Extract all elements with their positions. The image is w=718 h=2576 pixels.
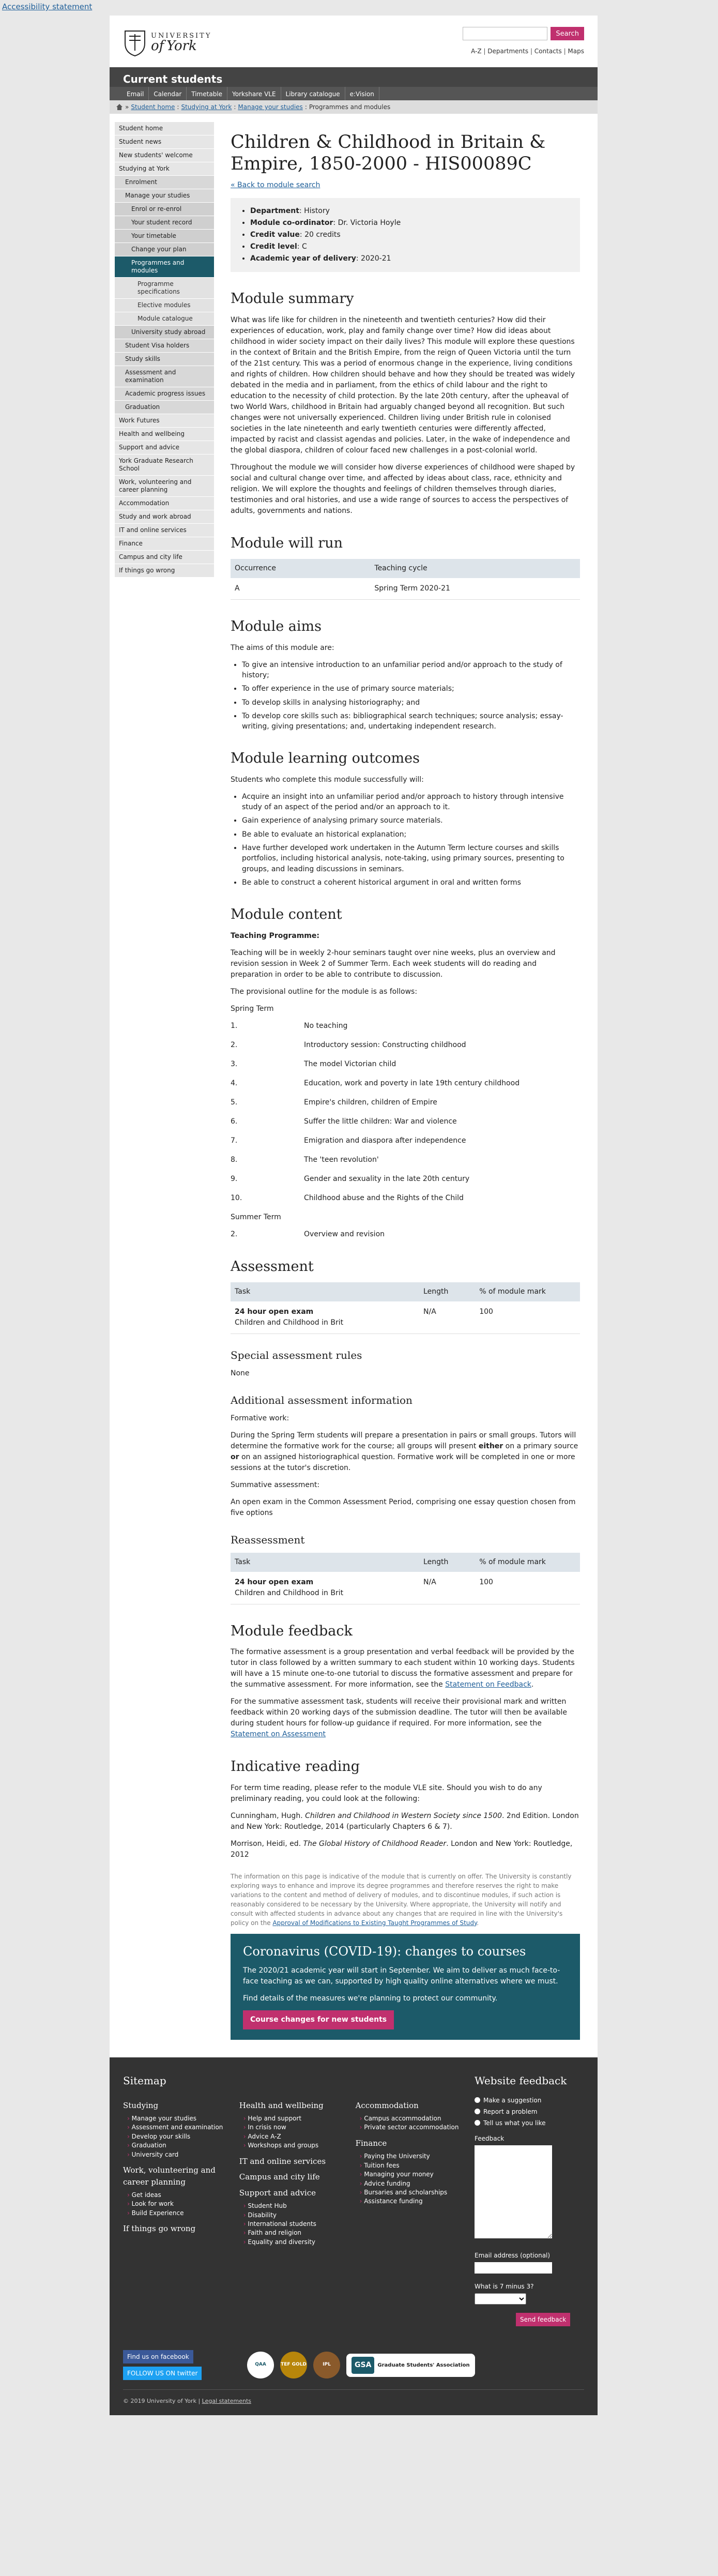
sitemap-group-heading[interactable]: IT and online services: [239, 2156, 326, 2166]
website-feedback-form: [475, 2073, 584, 2327]
list-item: • To develop skills in analysing historiography; and: [242, 698, 580, 708]
sitemap-link[interactable]: › International students: [249, 2220, 353, 2229]
table-cell: 24 hour open exam Children and Childhood in Brit: [231, 1572, 419, 1604]
spring-term-label: Spring Term: [231, 1004, 274, 1013]
covid-panel: [231, 1934, 580, 2040]
sitemap-link[interactable]: › Develop your skills: [132, 2132, 237, 2141]
additional-info-heading: Additional assessment information: [231, 1393, 413, 1406]
special-rules-heading: Special assessment rules: [231, 1348, 362, 1361]
formative-paragraph: During the Spring Term students will prepare a presentation in pairs or small groups. Tutors will determine the formative work for the course; all groups will present either on a primary source or on an assigned historiographical question. Formative work will be completed in one or more sessions at the tutor's discretion.: [231, 1431, 578, 1472]
qaa-badge: QAA: [247, 2352, 274, 2378]
sitemap-group-heading[interactable]: If things go wrong: [123, 2224, 196, 2234]
util-link-maps[interactable]: Maps: [568, 48, 584, 55]
sitemap-column: [239, 2096, 353, 2252]
util-link-az[interactable]: A-Z: [471, 48, 482, 55]
aims-heading: Module aims: [231, 618, 322, 635]
covid-paragraph: Find details of the measures we're planning to protect our community.: [243, 1994, 498, 2003]
outline-row: 5. Empire's children, children of Empire: [231, 1098, 437, 1107]
breadcrumb-separator: »: [125, 103, 129, 111]
radio-problem[interactable]: Report a problem: [475, 2107, 584, 2116]
sitemap-link[interactable]: › Tuition fees: [365, 2161, 469, 2170]
sidebar-item[interactable]: Finance: [115, 537, 214, 551]
sidebar-item[interactable]: Work Futures: [115, 414, 214, 428]
twitter-link[interactable]: FOLLOW US ON twitter: [123, 2367, 202, 2380]
sidebar-item[interactable]: Student news: [115, 135, 214, 149]
module-facts: [231, 198, 580, 272]
table-header: Task: [231, 1553, 419, 1572]
sidebar-item[interactable]: York Graduate Research School: [115, 454, 214, 476]
aims-intro: The aims of this module are:: [231, 643, 334, 652]
sitemap-link[interactable]: › Look for work: [132, 2200, 237, 2208]
sidebar-item[interactable]: Assessment and examination: [115, 366, 214, 387]
email-field[interactable]: [475, 2262, 552, 2274]
sitemap-link[interactable]: › Workshops and groups: [249, 2141, 353, 2150]
radio-suggestion[interactable]: Make a suggestion: [475, 2096, 584, 2105]
sitemap-group-heading[interactable]: Studying: [123, 2100, 159, 2110]
table-row: [231, 1301, 580, 1334]
search-button[interactable]: Search: [551, 27, 584, 40]
sidebar-item[interactable]: Work, volunteering and career planning: [115, 476, 214, 497]
fact-credit-value: • Credit value: 20 credits: [250, 229, 569, 241]
outline-row: 10. Childhood abuse and the Rights of the Child: [231, 1193, 464, 1202]
utility-links: A-Z | Departments | Contacts | Maps: [471, 48, 584, 55]
outline-intro: The provisional outline for the module is as follows:: [231, 987, 418, 996]
sidebar-item[interactable]: Student home: [115, 122, 214, 135]
crest-icon: [123, 29, 147, 57]
sidebar: [115, 122, 214, 2048]
feedback-textarea[interactable]: [475, 2145, 552, 2238]
sitemap-link[interactable]: › Equality and diversity: [249, 2238, 353, 2247]
topnav-calendar[interactable]: Calendar: [149, 87, 187, 100]
outcomes-heading: Module learning outcomes: [231, 750, 420, 767]
sidebar-item[interactable]: Change your plan: [115, 243, 214, 256]
feedback-paragraph: For the summative assessment task, students will receive their provisional mark and written feedback within 20 working days of the submission deadline. The tutor will then be available during student hours for follow-up guidance if required. For more information, see the Statement on Assessment: [231, 1698, 567, 1739]
reassessment-heading: Reassessment: [231, 1533, 305, 1546]
reading-item: Cunningham, Hugh. Children and Childhood in Western Society since 1500. 2nd Edition. London and New York: Routledge, 2014 (particularly Chapters 6 & 7).: [231, 1811, 579, 1831]
sitemap-link[interactable]: › Assistance funding: [365, 2197, 469, 2206]
modifications-policy-link[interactable]: Approval of Modifications to Existing Taught Programmes of Study: [272, 1919, 477, 1927]
outcomes-list: [231, 792, 580, 888]
table-header: % of module mark: [475, 1282, 580, 1301]
sidebar-item[interactable]: Student Visa holders: [115, 339, 214, 353]
outline-row: 2. Introductory session: Constructing childhood: [231, 1040, 466, 1049]
website-feedback-heading: Website feedback: [475, 2074, 567, 2087]
sidebar-item[interactable]: Study and work abroad: [115, 510, 214, 524]
sitemap-link[interactable]: › Disability: [249, 2211, 353, 2220]
breadcrumb-current: Programmes and modules: [309, 103, 391, 111]
sidebar-item[interactable]: Health and wellbeing: [115, 428, 214, 441]
breadcrumb-separator: :: [177, 103, 179, 111]
sitemap-link[interactable]: › Advice A-Z: [249, 2132, 353, 2141]
content-heading: Module content: [231, 906, 342, 923]
feedback-heading: Module feedback: [231, 1623, 353, 1639]
table-row: [231, 578, 580, 600]
sitemap-link[interactable]: › Assessment and examination: [132, 2123, 237, 2132]
sitemap-link[interactable]: › Get ideas: [132, 2191, 237, 2200]
sitemap-link[interactable]: › Help and support: [249, 2114, 353, 2123]
outline-row: 4. Education, work and poverty in late 19th century childhood: [231, 1079, 520, 1087]
list-item: • Have further developed work undertaken in the Autumn Term lecture courses and skills portfolios, including historical analysis, note-taking, using primary sources, presenting to groups, and leading discussions in seminars.: [242, 843, 580, 874]
sidebar-item[interactable]: Academic progress issues: [115, 387, 214, 401]
table-row: [231, 1572, 580, 1604]
sitemap-link[interactable]: › In crisis now: [249, 2123, 353, 2132]
sitemap-group-heading[interactable]: Finance: [355, 2138, 387, 2148]
logo-wordmark: [151, 33, 211, 54]
sidebar-item[interactable]: If things go wrong: [115, 564, 214, 578]
covid-paragraph: The 2020/21 academic year will start in September. We aim to deliver as much face-to-face teaching as we can, supported by high quality online alternatives where we must.: [243, 1966, 560, 1986]
outline-row: 9. Gender and sexuality in the late 20th century: [231, 1174, 470, 1183]
tef-gold-badge: TEF GOLD: [280, 2352, 307, 2378]
masthead: [110, 16, 598, 67]
page-title: Children & Childhood in Britain & Empire, 1850-2000 - HIS00089C: [231, 132, 546, 174]
table-cell: N/A: [419, 1572, 475, 1604]
sidebar-item[interactable]: Your timetable: [115, 230, 214, 243]
logo-main-text: York: [166, 38, 197, 54]
sidebar-item[interactable]: University study abroad: [115, 326, 214, 339]
outline-row: 1. No teaching: [231, 1021, 348, 1030]
will-run-table: [231, 559, 580, 600]
aims-list: [231, 660, 580, 732]
logo-top-text: UNIVERSITY: [151, 32, 212, 40]
sitemap-group-heading[interactable]: Support and advice: [239, 2188, 316, 2198]
list-item: • Be able to construct a coherent historical argument in oral and written forms: [242, 877, 580, 888]
sitemap-link[interactable]: › Manage your studies: [132, 2114, 237, 2123]
sitemap-group-heading[interactable]: Work, volunteering and career planning: [123, 2165, 216, 2187]
assessment-table: [231, 1282, 580, 1334]
table-header: Length: [419, 1553, 475, 1572]
logo-of-text: of: [151, 38, 164, 54]
sidebar-item[interactable]: Your student record: [115, 216, 214, 230]
sidebar-item[interactable]: Module catalogue: [115, 312, 214, 326]
util-link-contacts[interactable]: Contacts: [534, 48, 562, 55]
course-changes-button[interactable]: Course changes for new students: [243, 2010, 394, 2029]
summative-paragraph: An open exam in the Common Assessment Period, comprising one essay question chosen from five options: [231, 1497, 576, 1517]
table-cell: A: [231, 578, 370, 600]
outline-list: [231, 1021, 580, 1204]
list-item: • Gain experience of analysing primary source materials.: [242, 815, 580, 826]
assessment-heading: Assessment: [231, 1258, 314, 1275]
topnav-email[interactable]: Email: [122, 87, 149, 100]
sitemap-group-heading[interactable]: Health and wellbeing: [239, 2100, 324, 2110]
sitemap-link[interactable]: › Bursaries and scholarships: [365, 2188, 469, 2197]
disclaimer: The information on this page is indicative of the module that is currently on offer. The University is constantly exploring ways to enhance and improve its degree programmes and therefore reserves the right to make variations to the content and method of delivery of modules, and to discontinue modules, if such action is reasonably considered to be necessary by the University. Where appropriate, the University will notify and consult with affected students in advance about any changes that are required in line with the University's policy on the Approval of Modifications to Existing Taught Programmes of Study.: [231, 1872, 572, 1927]
table-header: % of module mark: [475, 1553, 580, 1572]
social-row: [123, 2350, 584, 2389]
table-cell: Spring Term 2020-21: [370, 578, 580, 600]
special-rules-text: None: [231, 1369, 250, 1377]
fact-academic-year: • Academic year of delivery: 2020-21: [250, 253, 569, 265]
fact-department: • Department: History: [250, 205, 569, 217]
table-cell: 100: [475, 1301, 580, 1334]
util-link-departments[interactable]: Departments: [487, 48, 529, 55]
summative-label: Summative assessment:: [231, 1480, 320, 1489]
legal-statements-link[interactable]: Legal statements: [202, 2398, 251, 2405]
statement-on-assessment-link[interactable]: Statement on Assessment: [231, 1730, 326, 1739]
feedback-label: Feedback: [475, 2134, 505, 2142]
breadcrumb: [110, 100, 598, 114]
outcomes-intro: Students who complete this module successfully will:: [231, 775, 424, 784]
table-header: Length: [419, 1282, 475, 1301]
formative-label: Formative work:: [231, 1414, 289, 1422]
reading-intro: For term time reading, please refer to the module VLE site. Should you wish to do any preliminary reading, you could look at the following:: [231, 1783, 542, 1803]
table-cell: 24 hour open exam Children and Childhood in Brit: [231, 1301, 419, 1334]
accessibility-statement-link[interactable]: Accessibility statement: [2, 2, 93, 11]
sitemap-group-heading[interactable]: Accommodation: [355, 2100, 419, 2110]
sitemap-link[interactable]: › Build Experience: [132, 2209, 237, 2218]
table-header: Task: [231, 1282, 419, 1301]
sitemap-column: [123, 2096, 237, 2238]
ipl-badge: IPL: [313, 2352, 340, 2378]
sidebar-item[interactable]: Programme specifications: [115, 278, 214, 299]
main-content: [214, 122, 592, 2048]
copyright-text: © 2019 University of York: [123, 2398, 196, 2405]
sitemap-link[interactable]: › University card: [132, 2150, 237, 2159]
list-item: • To give an intensive introduction to an unfamiliar period and/or approach to the study of history;: [242, 660, 580, 681]
sitemap-link[interactable]: › Advice funding: [365, 2179, 469, 2188]
teaching-paragraph: Teaching will be in weekly 2-hour seminars taught over nine weeks, plus an overview and revision session in Week 2 of Summer Term. Each week students will do reading and preparation in order to be able to contribute to discussion.: [231, 948, 556, 979]
topnav-evision[interactable]: e:Vision: [345, 87, 379, 100]
outline-row: 8. The 'teen revolution': [231, 1155, 379, 1164]
sitemap-link[interactable]: › Graduation: [132, 2141, 237, 2150]
send-feedback-button[interactable]: Send feedback: [516, 2313, 570, 2326]
outline-row: 6. Suffer the little children: War and violence: [231, 1117, 457, 1126]
sitemap-link[interactable]: › Faith and religion: [249, 2229, 353, 2237]
sitemap-link[interactable]: › Paying the University: [365, 2152, 469, 2161]
top-navigation: [110, 87, 598, 100]
sidebar-item[interactable]: New students' welcome: [115, 149, 214, 162]
content-wrap: [110, 114, 598, 2048]
outline-row: 3. The model Victorian child: [231, 1059, 396, 1068]
sidebar-item[interactable]: Manage your studies: [115, 189, 214, 203]
copyright-bar: © 2019 University of York | Legal statements: [123, 2389, 584, 2415]
reading-item: Morrison, Heidi, ed. The Global History of Childhood Reader. London and New York: Routledge, 2012: [231, 1839, 573, 1859]
table-cell: N/A: [419, 1301, 475, 1334]
reading-heading: Indicative reading: [231, 1759, 360, 1775]
search-input[interactable]: [463, 27, 547, 40]
sidebar-item[interactable]: Studying at York: [115, 162, 214, 176]
sidebar-item[interactable]: Accommodation: [115, 497, 214, 510]
email-label: Email address (optional): [475, 2252, 551, 2260]
sidebar-item[interactable]: Programmes and modules: [115, 256, 214, 278]
facebook-link[interactable]: Find us on facebook: [123, 2350, 193, 2363]
list-item: • Be able to evaluate an historical explanation;: [242, 829, 580, 840]
topnav-timetable[interactable]: Timetable: [187, 87, 227, 100]
breadcrumb-studying[interactable]: Studying at York: [181, 103, 232, 111]
feedback-paragraph: The formative assessment is a group presentation and verbal feedback will be provided by the tutor in class followed by a written summary to each student within 10 working days. Students will have a 15 minute one-to-one tutorial to discuss the formative assessment and prepare for the summative assessment. For more information, see the Statement on Feedback.: [231, 1648, 575, 1689]
sitemap-group-heading[interactable]: Campus and city life: [239, 2172, 320, 2182]
summary-paragraph: Throughout the module we will consider how diverse experiences of childhood were shaped by social and cultural change over time, and affected by ideas about class, race, ethnicity and religion. We will explore the thoughts and feelings of children themselves through diaries, testimonies and oral histories, and use a wide range of sources to access the perspectives of adults, governments and nations.: [231, 463, 575, 515]
statement-on-feedback-link[interactable]: Statement on Feedback: [445, 1680, 531, 1689]
will-run-heading: Module will run: [231, 535, 343, 551]
table-cell: 100: [475, 1572, 580, 1604]
sitemap-link[interactable]: › Campus accommodation: [365, 2114, 469, 2123]
radio-like[interactable]: Tell us what you like: [475, 2118, 584, 2128]
fact-credit-level: • Credit level: C: [250, 241, 569, 253]
sidebar-item[interactable]: IT and online services: [115, 524, 214, 537]
list-item: • To offer experience in the use of primary source materials;: [242, 684, 580, 694]
sidebar-item[interactable]: Enrolment: [115, 176, 214, 189]
accreditation-badges: [247, 2352, 475, 2378]
sitemap-link[interactable]: › Student Hub: [249, 2202, 353, 2210]
home-icon[interactable]: [116, 103, 123, 111]
sidebar-item[interactable]: Support and advice: [115, 441, 214, 454]
sitemap-column: [356, 2096, 469, 2211]
reassessment-table: [231, 1553, 580, 1604]
sidebar-item[interactable]: Enrol or re-enrol: [115, 203, 214, 216]
sidebar-item[interactable]: Elective modules: [115, 299, 214, 312]
sidebar-item[interactable]: Study skills: [115, 353, 214, 366]
sitemap: [123, 2073, 475, 2327]
sidebar-item[interactable]: Campus and city life: [115, 551, 214, 564]
back-to-module-search-link[interactable]: « Back to module search: [231, 181, 320, 189]
sitemap-heading: Sitemap: [123, 2074, 166, 2087]
summary-heading: Module summary: [231, 291, 354, 307]
list-item: • Acquire an insight into an unfamiliar period and/or approach to history through intensive study of an aspect of the period and/or an approach to it.: [242, 792, 580, 813]
footer: [110, 2057, 598, 2415]
summary-paragraph: What was life like for children in the nineteenth and twentieth centuries? How did their experiences of education, work, play and family change over time? How did ideas about childhood in wider society impact on their daily lives? This module will explore these questions in the context of Britain and the British Empire, from the reign of Queen Victoria until the turn of the 21st century. This was a period of enormous change in the experience, living conditions and rights of children. How children should behave and how they should be treated was widely debated in the media and in parliament, from the ethics of child labour and the right to education to the necessity of child protection. By the late 20th century, after the upheaval of two World Wars, childhood in Britain had arguably changed beyond all recognition. But such changes were not universally experienced. Children living under British rule in colonised societies in the late nineteenth and early twentieth centuries were differently affected, impacted by racist and classist agendas and policies. Later, in the wake of independence and the global diaspora, children of colour faced new challenges in a post-colonial world.: [231, 315, 575, 454]
covid-heading: Coronavirus (COVID-19): changes to courses: [243, 1944, 526, 1959]
topnav-vle[interactable]: Yorkshare VLE: [227, 87, 281, 100]
gsa-badge: GSA Graduate Students' Association: [346, 2354, 475, 2377]
captcha-select[interactable]: [475, 2293, 526, 2305]
breadcrumb-separator: :: [304, 103, 307, 111]
fact-coordinator: • Module co-ordinator: Dr. Victoria Hoyle: [250, 217, 569, 229]
teaching-label: Teaching Programme:: [231, 931, 319, 940]
outline-row: 7. Emigration and diaspora after independence: [231, 1136, 466, 1145]
university-logo[interactable]: [123, 29, 211, 57]
breadcrumb-separator: :: [234, 103, 236, 111]
summer-term-label: Summer Term: [231, 1213, 281, 1221]
captcha-label: What is 7 minus 3?: [475, 2283, 534, 2291]
section-title[interactable]: Current students: [110, 67, 598, 87]
breadcrumb-manage[interactable]: Manage your studies: [238, 103, 303, 111]
table-header: Teaching cycle: [370, 559, 580, 578]
sitemap-link[interactable]: › Private sector accommodation: [365, 2123, 469, 2132]
list-item: • To develop core skills such as: bibliographical search techniques; source analysis; essay-writing, giving presentations; and, undertaking independent research.: [242, 711, 580, 732]
site-search: [463, 27, 584, 40]
page-container: [110, 16, 598, 2057]
topnav-library[interactable]: Library catalogue: [281, 87, 345, 100]
outline-row: 2. Overview and revision: [231, 1230, 385, 1238]
breadcrumb-student-home[interactable]: Student home: [131, 103, 175, 111]
sitemap-link[interactable]: › Managing your money: [365, 2170, 469, 2179]
sidebar-item[interactable]: Graduation: [115, 401, 214, 414]
table-header: Occurrence: [231, 559, 370, 578]
